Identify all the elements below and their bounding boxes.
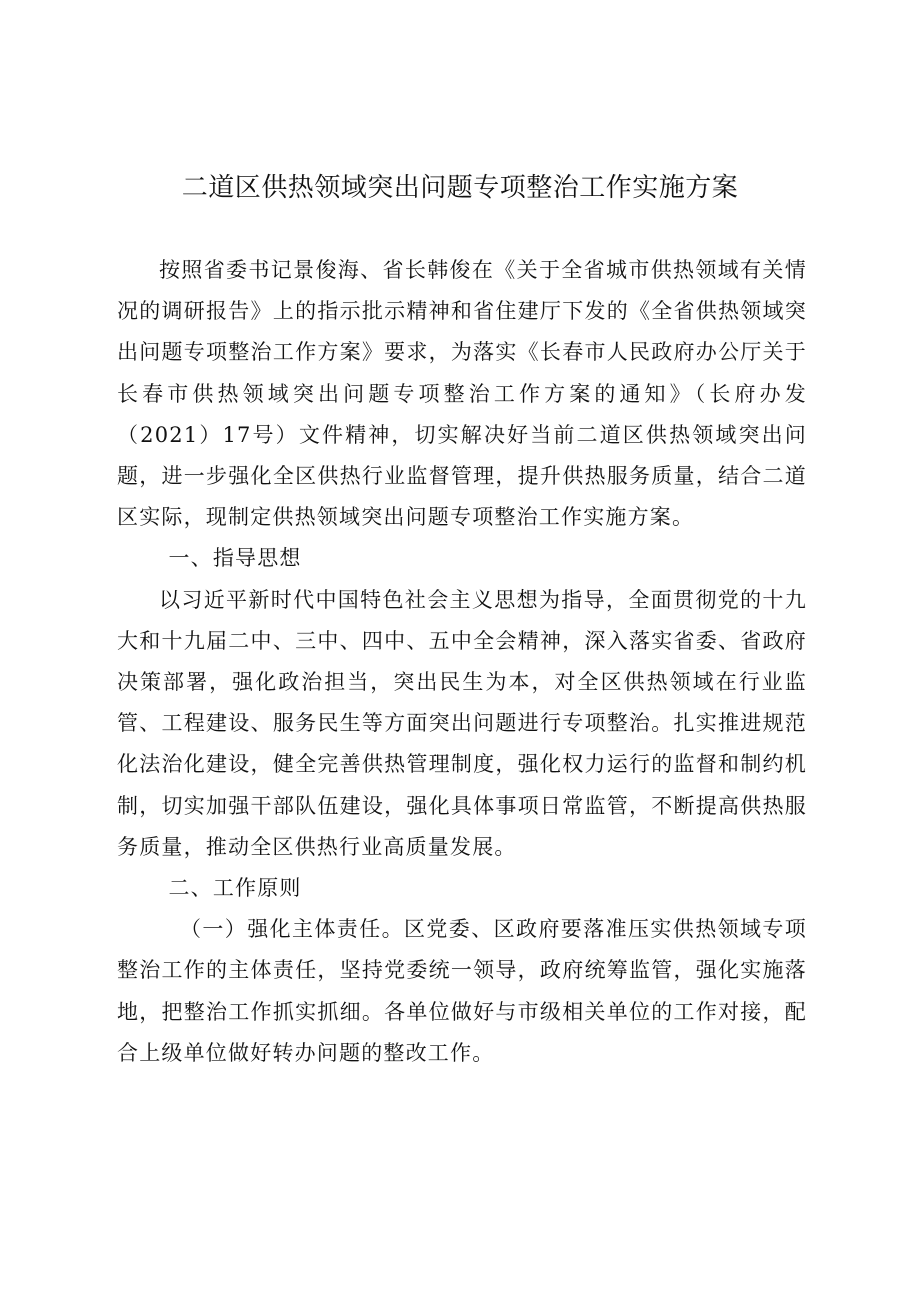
section-heading-guiding-ideology: 一、指导思想 [168, 546, 302, 571]
section-paragraph-work-principles: （一）强化主体责任。区党委、区政府要落准压实供热领域专项整治工作的主体责任，坚持党委统一领导，政府统筹监管，强化实施落地，把整治工作抓实抓细。各单位做好与市级相关单位的工作对接，配合上级单位做好转办问题的整改工作。 [117, 917, 807, 1065]
document-body [117, 250, 807, 1074]
document-title: 二道区供热领域突出问题专项整治工作实施方案 [181, 173, 739, 203]
intro-paragraph: 按照省委书记景俊海、省长韩俊在《关于全省城市供热领域有关情况的调研报告》上的指示批示精神和省住建厅下发的《全省供热领域突出问题专项整治工作方案》要求，为落实《长春市人民政府办公厅关于长春市供热领域突出问题专项整治工作方案的通知》（长府办发（2021）17号）文件精神，切实解决好当前二道区供热领域突出问题，进一步强化全区供热行业监督管理，提升供热服务质量，结合二道区实际，现制定供热领域突出问题专项整治工作实施方案。 [117, 258, 807, 530]
section-paragraph-guiding-ideology: 以习近平新时代中国特色社会主义思想为指导，全面贯彻党的十九大和十九届二中、三中、四中、五中全会精神，深入落实省委、省政府决策部署，强化政治担当，突出民生为本，对全区供热领域在行业监管、工程建设、服务民生等方面突出问题进行专项整治。扎实推进规范化法治化建设，健全完善供热管理制度，强化权力运行的监督和制约机制，切实加强干部队伍建设，强化具体事项日常监管，不断提高供热服务质量，推动全区供热行业高质量发展。 [117, 587, 807, 859]
section-heading-work-principles: 二、工作原则 [168, 876, 302, 901]
